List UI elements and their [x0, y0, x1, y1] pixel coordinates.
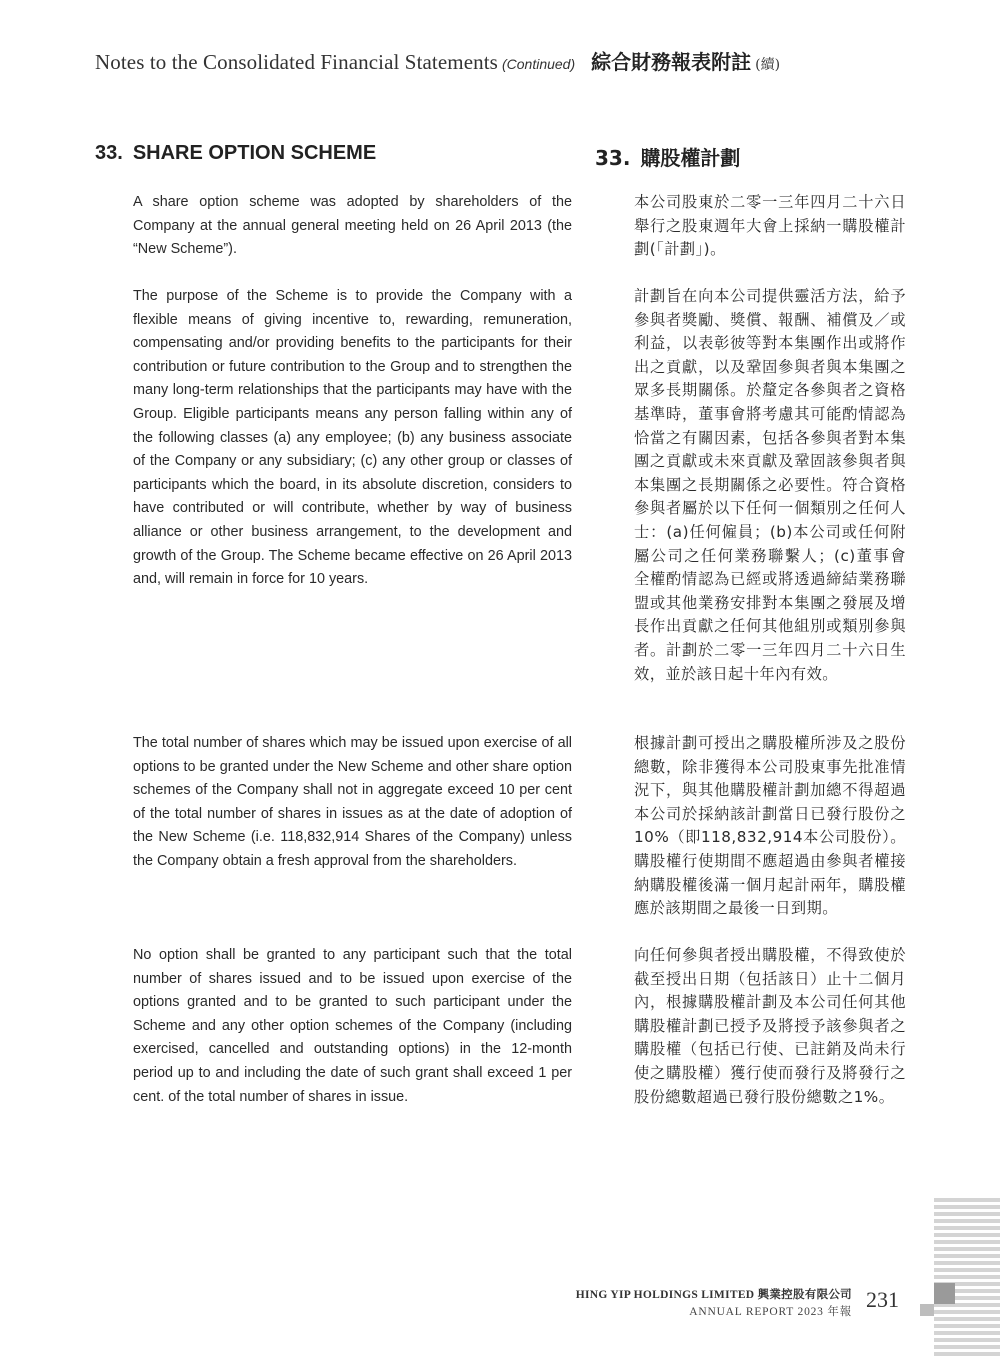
paragraph-zh-adoption: 本公司股東於二零一三年四月二十六日舉行之股東週年大會上採納一購股權計劃(「計劃」)。	[634, 193, 906, 259]
paragraph-zh-individual-limit: 向任何參與者授出購股權，不得致使於截至授出日期（包括該日）止十二個月內，根據購股權計劃及本公司任何其他購股權計劃已授予及將授予該參與者之購股權（包括已行使、已註銷及尚未行使之購股權）獲行使而發行及將發行之股份總數超過已發行股份總數之1%。	[634, 946, 906, 1106]
decorative-square-small	[920, 1304, 934, 1316]
running-header	[95, 46, 780, 75]
section-heading-zh: 購股權計劃	[640, 146, 741, 170]
paragraph-en-share-limit: The total number of shares which may be issued upon exercise of all options to be granted under the New Scheme and other share option schemes of the Company shall not in aggregate exceed 10 per cent of the total number of shares in issues as at the date of adoption of the New Scheme (i.e. 118,832,914 Shares of the Company) unless the Company obtain a fresh approval from the shareholders.	[133, 735, 572, 869]
paragraph-en-purpose: The purpose of the Scheme is to provide the Company with a flexible means of giving incentive to, rewarding, remuneration, compensating and/or providing benefits to the participants for their contribution or future contribution to the Group and to strengthen the many long-term relationships that the participants may have with the Group. Eligible participants means any person falling within any of the following classes (a) any employee; (b) any business associate of the Company or any subsidiary; (c) any other group or classes of participants which the board, in its absolute discretion, considers to have contributed or will contribute, whether by way of business alliance or other business arrangement, to the development and growth of the Group. The Scheme became effective on 26 April 2013 and, will remain in force for 10 years.	[133, 288, 572, 588]
section-title-zh	[595, 142, 740, 171]
page-number: 231	[866, 1287, 899, 1312]
footer-company: HING YIP HOLDINGS LIMITED 興業控股有限公司	[575, 1289, 852, 1301]
paragraph-en-adoption: A share option scheme was adopted by shareholders of the Company at the annual general meeting held on 26 April 2013 (the “New Scheme”).	[133, 194, 572, 258]
header-continued-zh: (續)	[755, 57, 781, 73]
paragraph-zh-share-limit: 根據計劃可授出之購股權所涉及之股份總數，除非獲得本公司股東事先批准情況下，與其他購股權計劃加總不得超過本公司於採納該計劃當日已發行股份之10%（即118,832,914本公司股份）。購股權行使期間不應超過由參與者權接納購股權後滿一個月起計兩年，購股權應於該期間之最後一日到期。	[634, 734, 906, 918]
section-number-zh: 33.	[595, 146, 631, 170]
footer-block	[576, 1286, 852, 1319]
paragraph-en-individual-limit: No option shall be granted to any participant such that the total number of shares issued and to be issued upon exercise of the options granted and to be granted to such participant under the Scheme and any other option schemes of the Company (including exercised, cancelled and outstanding options) in the 12-month period up to and including the date of such grant shall exceed 1 per cent. of the total number of shares in issue.	[133, 947, 572, 1105]
decorative-square	[934, 1283, 955, 1304]
section-heading-en: SHARE OPTION SCHEME	[132, 142, 377, 164]
header-title-en: Notes to the Consolidated Financial Statements	[95, 50, 498, 74]
paragraph-zh-purpose: 計劃旨在向本公司提供靈活方法，給予參與者獎勵、獎償、報酬、補償及／或利益，以表彰彼等對本集團作出或將作出之貢獻，以及鞏固參與者與本集團之眾多長期關係。於釐定各參與者之資格基準時，董事會將考慮其可能酌情認為恰當之有關因素，包括各參與者對本集團之貢獻或未來貢獻及鞏固該參與者與本集團之長期關係之必要性。符合資格參與者屬於以下任何一個類別之任何人士：(a)任何僱員；(b)本公司或任何附屬公司之任何業務聯繫人；(c)董事會全權酌情認為已經或將透過締結業務聯盟或其他業務安排對本集團之發展及增長作出貢獻之任何其他組別或類別參與者。計劃於二零一三年四月二十六日生效，並於該日起十年內有效。	[634, 287, 906, 683]
section-title-en	[95, 142, 376, 165]
header-continued-en: (Continued)	[501, 56, 576, 72]
header-title-zh: 綜合財務報表附註	[591, 50, 752, 74]
footer-report: ANNUAL REPORT 2023 年報	[689, 1306, 852, 1318]
decorative-stripes	[934, 1198, 1000, 1357]
section-number-en: 33.	[95, 142, 123, 164]
